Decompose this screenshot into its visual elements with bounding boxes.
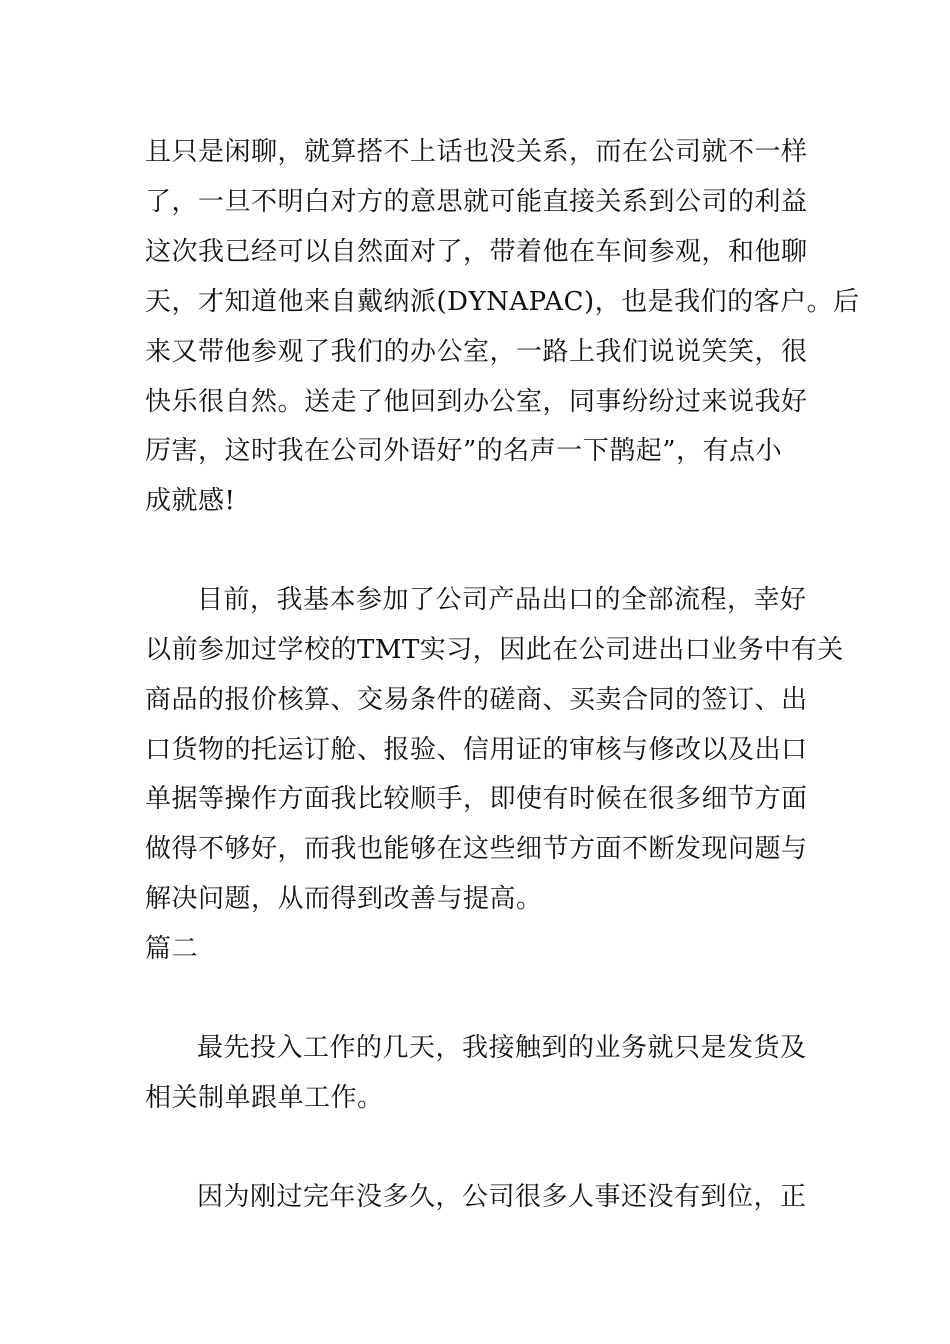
paragraph-1-line-7: 厉害，这时我在公司外语好”的名声一下鹊起”，有点小: [145, 436, 783, 466]
paragraph-2-line-3: 商品的报价核算、交易条件的磋商、买卖合同的签订、出: [145, 685, 808, 715]
paragraph-2-line-6: 做得不够好，而我也能够在这些细节方面不断发现问题与: [145, 834, 808, 864]
paragraph-3-line-1: 最先投入工作的几天，我接触到的业务就只是发货及: [197, 1033, 807, 1063]
paragraph-2-line-1: 目前，我基本参加了公司产品出口的全部流程，幸好: [197, 585, 807, 615]
paragraph-1-line-5: 来又带他参观了我们的办公室，一路上我们说说笑笑，很: [145, 337, 808, 367]
paragraph-3-line-2: 相关制单跟单工作。: [145, 1083, 384, 1113]
paragraph-1-line-6: 快乐很自然。送走了他回到办公室，同事纷纷过来说我好: [145, 387, 808, 417]
paragraph-2-line-2: 以前参加过学校的TMT实习，因此在公司进出口业务中有关: [145, 635, 844, 665]
paragraph-1-line-2: 了，一旦不明白对方的意思就可能直接关系到公司的利益: [145, 187, 808, 217]
paragraph-1-line-8: 成就感!: [145, 486, 236, 516]
paragraph-1-line-4: 天，才知道他来自戴纳派(DYNAPAC)，也是我们的客户。后: [145, 287, 860, 317]
paragraph-4-line-1: 因为刚过完年没多久，公司很多人事还没有到位，正: [197, 1182, 807, 1212]
paragraph-1-line-3: 这次我已经可以自然面对了，带着他在车间参观，和他聊: [145, 237, 808, 267]
paragraph-2-line-5: 单据等操作方面我比较顺手，即使有时候在很多细节方面: [145, 784, 808, 814]
section-heading: 篇二: [145, 934, 199, 964]
paragraph-2-line-7: 解决问题，从而得到改善与提高。: [145, 884, 543, 914]
paragraph-1-line-1: 且只是闲聊，就算搭不上话也没关系，而在公司就不一样: [145, 137, 808, 167]
paragraph-2-line-4: 口货物的托运订舱、报验、信用证的审核与修改以及出口: [145, 735, 808, 765]
